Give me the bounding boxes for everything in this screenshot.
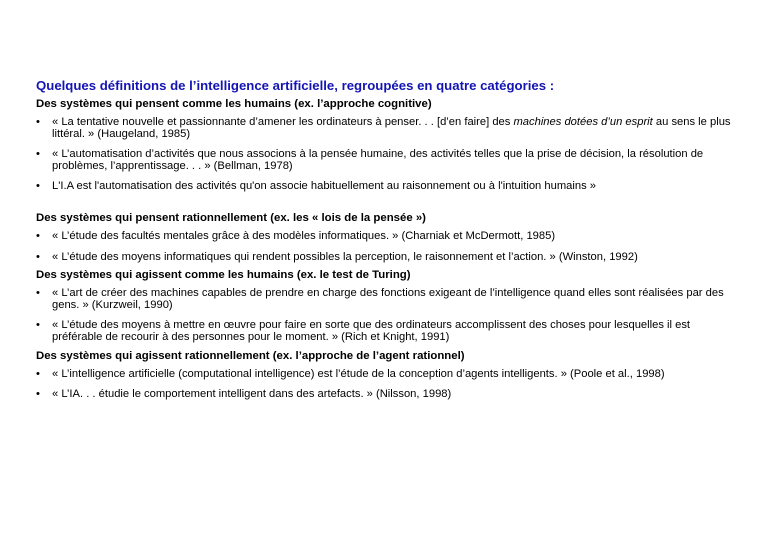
bullet-icon: • xyxy=(36,180,40,193)
definition-list-think-rationally xyxy=(36,231,736,263)
definition-item xyxy=(36,181,736,193)
definition-item xyxy=(36,369,736,381)
definition-text: « L’étude des moyens à mettre en œuvre pour faire en sorte que des ordinateurs accomplissent des choses pour lesquelles il est préférable de recourir à des personnes pour le moment. » (Rich et Knight, 1991) xyxy=(52,319,691,343)
category-heading-act-humanly: Des systèmes qui agissent comme les humains (ex. le test de Turing) xyxy=(36,269,411,282)
definition-list-act-rationally xyxy=(36,369,736,401)
bullet-icon: • xyxy=(36,287,40,300)
page-title: Quelques définitions de l’intelligence artificielle, regroupées en quatre catégories : xyxy=(36,78,555,93)
category-heading-think-rationally: Des systèmes qui pensent rationnellement (ex. les « lois de la pensée ») xyxy=(36,211,426,224)
bullet-icon: • xyxy=(36,250,40,263)
document-page xyxy=(36,77,736,406)
bullet-icon: • xyxy=(36,229,40,242)
bullet-icon: • xyxy=(36,116,40,128)
definition-text: « L’art de créer des machines capables de prendre en charge des fonctions exigeant de l’intelligence quand elles sont réalisées par des gens. » (Kurzweil, 1990) xyxy=(52,287,724,311)
definition-item xyxy=(36,149,736,172)
bullet-icon: • xyxy=(36,319,40,332)
category-heading-act-rationally: Des systèmes qui agissent rationnellement (ex. l’approche de l’agent rationnel) xyxy=(36,349,465,362)
definition-text: « L’automatisation d’activités que nous associons à la pensée humaine, des activités telles que la prise de décision, la résolution de problèmes, l’apprentissage. . . » (Bellman, 1978) xyxy=(52,148,704,172)
bullet-icon: • xyxy=(36,148,40,161)
definition-list-think-humanly xyxy=(36,117,736,193)
definition-text: « L’intelligence artificielle (computational intelligence) est l’étude de la conception d’agents intelligents. » (Poole et al., 1998) xyxy=(52,367,665,380)
definition-item xyxy=(36,231,736,243)
bullet-icon: • xyxy=(36,367,40,380)
definition-text: « L’étude des moyens informatiques qui rendent possibles la perception, le raisonnement et l’action. » (Winston, 1992) xyxy=(52,250,638,263)
definition-text: L'I.A est l'automatisation des activités qu'on associe habituellement au raisonnement ou à l'intuition humains » xyxy=(52,180,597,193)
bullet-icon: • xyxy=(36,388,40,401)
definition-text: « La tentative nouvelle et passionnante d’amener les ordinateurs à penser. . . [d’en faire] des xyxy=(52,116,514,128)
definition-text-end: au sens le plus littéral. » (Haugeland, 1985) xyxy=(52,116,731,140)
definition-list-act-humanly xyxy=(36,288,736,343)
category-heading-think-humanly: Des systèmes qui pensent comme les humains (ex. l’approche cognitive) xyxy=(36,98,432,110)
definition-text: « L’étude des facultés mentales grâce à des modèles informatiques. » (Charniak et McDermott, 1985) xyxy=(52,229,556,242)
definition-item xyxy=(36,320,736,343)
definition-item xyxy=(36,389,736,401)
definition-item xyxy=(36,252,736,264)
definition-item xyxy=(36,288,736,311)
definition-item xyxy=(36,117,736,140)
definition-emphasis: machines dotées d’un esprit xyxy=(513,116,653,128)
definition-text: « L’IA. . . étudie le comportement intelligent dans des artefacts. » (Nilsson, 1998) xyxy=(52,388,452,401)
